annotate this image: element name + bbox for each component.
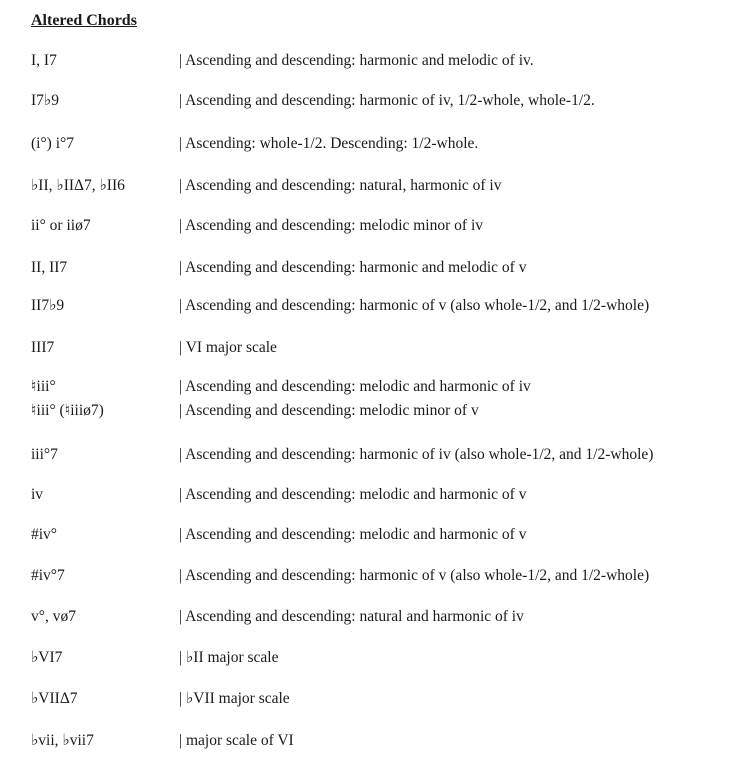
scale-description: | VI major scale: [179, 339, 277, 356]
chord-row: [0, 89, 750, 113]
chord-name: ♭vii, ♭vii7: [31, 732, 94, 749]
chord-row: [0, 564, 750, 588]
chord-row: [0, 687, 750, 711]
chord-name: #iv°7: [31, 567, 65, 584]
chord-row: [0, 605, 750, 629]
scale-description: | ♭II major scale: [179, 649, 279, 666]
scale-description: | Ascending and descending: harmonic of iv, 1/2-whole, whole-1/2.: [179, 92, 595, 109]
chord-row: [0, 294, 750, 318]
chord-row: [0, 375, 750, 399]
scale-description: | Ascending: whole-1/2. Descending: 1/2-whole.: [179, 135, 479, 152]
scale-description: | Ascending and descending: melodic minor of v: [179, 402, 479, 419]
chord-name: ♭VI7: [31, 649, 63, 666]
chord-row: [0, 49, 750, 73]
scale-description: | Ascending and descending: harmonic and melodic of iv.: [179, 52, 534, 69]
chord-row: [0, 256, 750, 280]
chord-name: ♭VIIΔ7: [31, 690, 78, 707]
chord-name: v°, vø7: [31, 608, 76, 625]
chord-row: [0, 443, 750, 467]
chord-name: (i°) i°7: [31, 135, 74, 152]
scale-description: | Ascending and descending: melodic and harmonic of iv: [179, 378, 531, 395]
document-title: Altered Chords: [31, 12, 137, 29]
scale-description: | Ascending and descending: melodic minor of iv: [179, 217, 483, 234]
chord-row: [0, 336, 750, 360]
scale-description: | Ascending and descending: natural and harmonic of iv: [179, 608, 524, 625]
chord-row: [0, 132, 750, 156]
chord-name: ♮iii° (♮iiiø7): [31, 402, 104, 419]
scale-description: | Ascending and descending: harmonic of iv (also whole-1/2, and 1/2-whole): [179, 446, 654, 463]
chord-name: I, I7: [31, 52, 57, 69]
chord-name: II, II7: [31, 259, 68, 276]
scale-description: | Ascending and descending: melodic and harmonic of v: [179, 526, 527, 543]
scale-description: | Ascending and descending: melodic and harmonic of v: [179, 486, 527, 503]
scale-description: | Ascending and descending: natural, harmonic of iv: [179, 177, 502, 194]
chord-row: [0, 174, 750, 198]
chord-name: II7♭9: [31, 297, 65, 314]
chord-name: ii° or iiø7: [31, 217, 91, 234]
scale-description: | major scale of VI: [179, 732, 294, 749]
chord-row: [0, 483, 750, 507]
chord-name: ♭II, ♭IIΔ7, ♭II6: [31, 177, 125, 194]
chord-name: iii°7: [31, 446, 58, 463]
chord-name: III7: [31, 339, 55, 356]
scale-description: | Ascending and descending: harmonic and melodic of v: [179, 259, 527, 276]
scale-description: | Ascending and descending: harmonic of v (also whole-1/2, and 1/2-whole): [179, 567, 650, 584]
chord-name: #iv°: [31, 526, 58, 543]
chord-name: iv: [31, 486, 44, 503]
scale-description: | ♭VII major scale: [179, 690, 290, 707]
chord-row: [0, 214, 750, 238]
chord-name: ♮iii°: [31, 378, 56, 395]
scale-description: | Ascending and descending: harmonic of v (also whole-1/2, and 1/2-whole): [179, 297, 650, 314]
chord-row: [0, 729, 750, 753]
chord-row: [0, 523, 750, 547]
chord-row: [0, 646, 750, 670]
chord-name: I7♭9: [31, 92, 59, 109]
chord-row: [0, 399, 750, 423]
